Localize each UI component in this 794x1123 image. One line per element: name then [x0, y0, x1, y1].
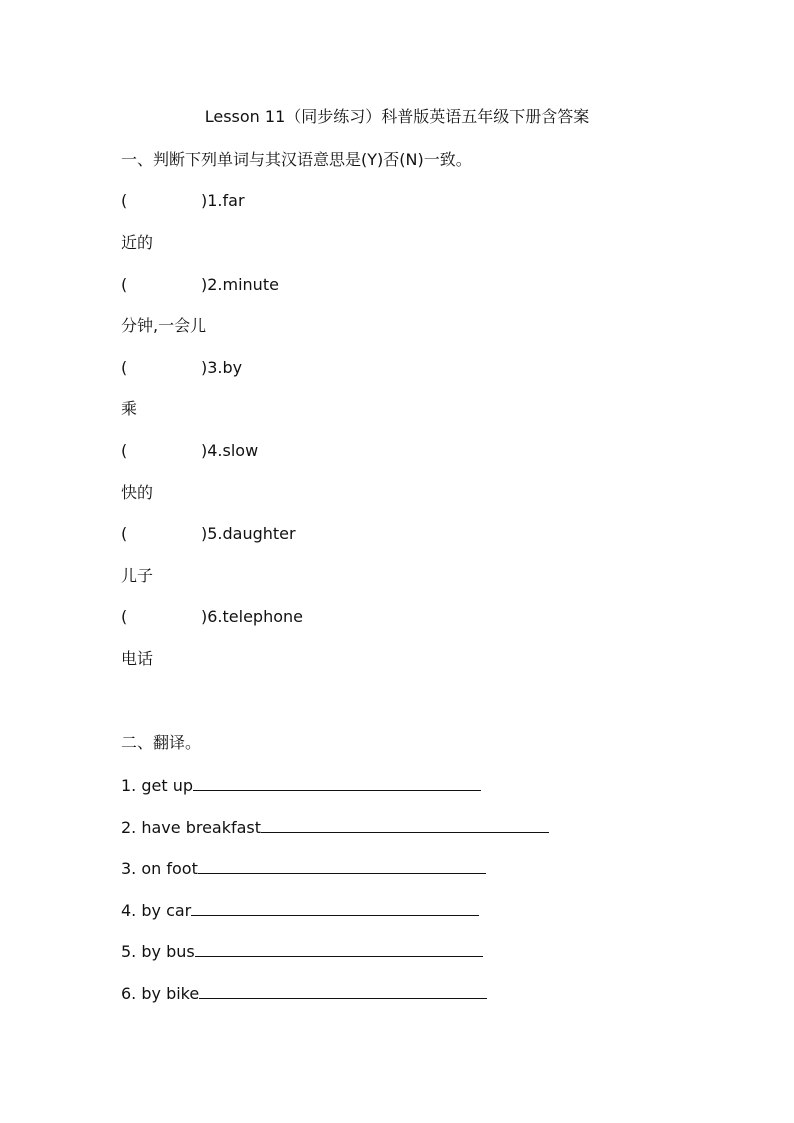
translation-row — [121, 982, 487, 1004]
question-meaning: 电话 — [121, 649, 154, 668]
question-meaning: 儿子 — [121, 566, 154, 585]
answer-blank-line[interactable] — [199, 982, 487, 999]
question-meaning: 乘 — [121, 399, 138, 418]
question-row — [121, 441, 258, 461]
translation-prompt: 3. on foot — [121, 859, 198, 878]
question-word: )1.far — [201, 191, 245, 210]
translation-row — [121, 857, 486, 879]
question-meaning: 快的 — [121, 483, 154, 502]
translation-prompt: 6. by bike — [121, 984, 200, 1003]
translation-row — [121, 940, 483, 962]
question-word: )3.by — [201, 358, 243, 377]
section1-heading: 一、判断下列单词与其汉语意思是(Y)否(N)一致。 — [121, 150, 472, 169]
answer-blank-paren[interactable]: ( — [121, 607, 128, 626]
question-row — [121, 358, 242, 378]
question-word: )4.slow — [201, 441, 259, 460]
question-row — [121, 191, 245, 211]
question-word: )5.daughter — [201, 524, 296, 543]
answer-blank-paren[interactable]: ( — [121, 524, 128, 543]
question-word: )6.telephone — [201, 607, 303, 626]
question-meaning: 近的 — [121, 233, 154, 252]
answer-blank-line[interactable] — [198, 857, 486, 874]
question-word: )2.minute — [201, 275, 279, 294]
translation-prompt: 4. by car — [121, 901, 192, 920]
translation-prompt: 1. get up — [121, 776, 194, 795]
translation-row — [121, 774, 481, 796]
answer-blank-line[interactable] — [261, 816, 549, 833]
answer-blank-paren[interactable]: ( — [121, 191, 128, 210]
answer-blank-paren[interactable]: ( — [121, 358, 128, 377]
answer-blank-line[interactable] — [191, 899, 479, 916]
translation-row — [121, 899, 479, 921]
translation-row — [121, 816, 549, 838]
answer-blank-line[interactable] — [195, 940, 483, 957]
translation-prompt: 2. have breakfast — [121, 818, 262, 837]
translation-prompt: 5. by bus — [121, 942, 195, 961]
answer-blank-paren[interactable]: ( — [121, 441, 128, 460]
answer-blank-line[interactable] — [193, 774, 481, 791]
answer-blank-paren[interactable]: ( — [121, 275, 128, 294]
question-row — [121, 524, 296, 544]
question-row — [121, 275, 279, 295]
section2-heading: 二、翻译。 — [121, 733, 202, 752]
question-row — [121, 607, 303, 627]
page-title: Lesson 11（同步练习）科普版英语五年级下册含答案 — [204, 107, 590, 126]
question-meaning: 分钟,一会儿 — [121, 316, 207, 335]
